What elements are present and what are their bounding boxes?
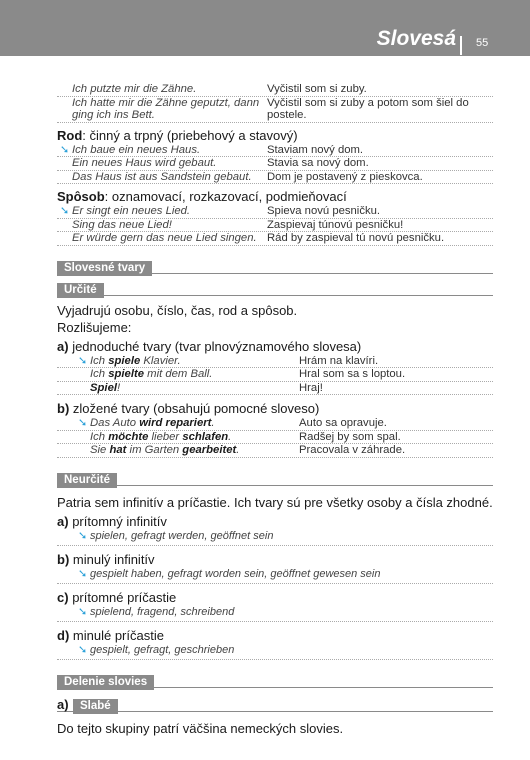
verb-highlight: wird repariert: [139, 417, 212, 429]
example-text: gespielt, gefragt, geschrieben: [90, 643, 235, 656]
example-text: spielend, fragend, schreibend: [90, 605, 235, 618]
german-text: Klavier.: [140, 354, 181, 367]
verb-highlight: spiele: [108, 354, 141, 367]
slovak-translation: Zaspievaj túnovú pesničku!: [267, 218, 404, 231]
example-row: [57, 417, 493, 431]
paragraph: Rozlišujeme:: [57, 319, 132, 335]
example-row: [57, 157, 493, 171]
section-tag: Neurčité: [57, 473, 117, 488]
arrow-down-right-icon: ➘: [78, 643, 88, 656]
slovak-translation: Dom je postavený z pieskovca.: [267, 170, 423, 183]
item-text: zložené tvary (obsahujú pomocné sloveso): [72, 401, 320, 416]
german-text: lieber: [148, 430, 183, 443]
slovak-translation: Rád by zaspieval tú novú pesničku.: [267, 232, 445, 244]
item-text: jednoduché tvary (tvar plnovýznamového slovesa): [72, 338, 362, 354]
item-text: minulé príčastie: [72, 627, 164, 643]
slovak-translation: Staviam nový dom.: [267, 143, 364, 156]
section-tag: Určité: [57, 283, 104, 298]
list-item: [57, 590, 493, 606]
slovak-translation: Vyčistil som si zuby a potom som šiel do postele.: [267, 96, 469, 121]
example-row: [57, 368, 493, 382]
paragraph: Patria sem infinitív a príčastie. Ich tvary sú pre všetky osoby a čísla zhodné.: [57, 494, 493, 510]
german-text: .: [211, 417, 215, 429]
example-line: [57, 606, 493, 622]
example-row: [57, 355, 493, 369]
example-row: [57, 382, 493, 396]
example-row: [57, 431, 493, 445]
example-text: gespielt haben, gefragt worden sein, geöffnet gewesen sein: [90, 567, 381, 580]
arrow-down-right-icon: ➘: [78, 529, 88, 542]
example-line: [57, 644, 493, 660]
section-heading-slovesne-tvary: [57, 258, 493, 274]
section-rod-desc: : činný a trpný (priebehový a stavový): [82, 127, 298, 143]
section-sposob: [57, 189, 493, 205]
item-text: prítomný infinitív: [72, 513, 167, 529]
list-item: [57, 401, 493, 417]
chapter-title: Slovesá: [376, 27, 456, 50]
list-item: [57, 628, 493, 644]
slovak-translation: Hraj!: [299, 381, 323, 394]
section-heading-slabe: [57, 696, 493, 712]
example-row: [57, 97, 493, 123]
example-row: [57, 83, 493, 97]
german-text: Ich: [90, 368, 109, 380]
header-divider: [460, 36, 462, 55]
slovak-translation: Radšej by som spal.: [299, 430, 401, 443]
list-item: [57, 552, 493, 568]
slovak-translation: Spieva novú pesničku.: [267, 205, 381, 217]
arrow-down-right-icon: ➘: [78, 567, 88, 580]
section-heading-delenie: [57, 672, 493, 688]
german-sentence: Das Haus ist aus Sandstein gebaut.: [72, 170, 252, 183]
slovak-translation: Vyčistil som si zuby.: [267, 83, 367, 95]
slovak-translation: Auto sa opravuje.: [299, 417, 387, 429]
paragraph: Do tejto skupiny patrí väčšina nemeckých slovies.: [57, 720, 344, 736]
slovak-translation: Hral som sa s loptou.: [299, 368, 406, 380]
example-text: spielen, gefragt werden, geöffnet sein: [90, 529, 274, 542]
section-tag: Delenie slovies: [57, 675, 154, 690]
section-rod-title: Rod: [57, 127, 83, 143]
slovak-translation: Pracovala v záhrade.: [299, 444, 406, 456]
example-row: [57, 144, 493, 158]
slovak-translation: Stavia sa nový dom.: [267, 157, 369, 169]
arrow-down-right-icon: ➘: [60, 205, 70, 217]
example-line: [57, 530, 493, 546]
verb-highlight: spielte: [108, 368, 145, 380]
list-item: [57, 514, 493, 530]
slovak-translation: Hrám na klavíri.: [299, 354, 379, 367]
verb-highlight: schlafen: [182, 430, 229, 443]
german-text: mit dem Ball.: [144, 368, 213, 380]
item-text: prítomné príčastie: [72, 589, 177, 605]
german-text: Sie: [90, 444, 110, 456]
page-number: 55: [476, 37, 489, 49]
german-text: Ich: [90, 354, 109, 367]
item-label: c): [57, 589, 69, 605]
section-rod: [57, 128, 493, 144]
paragraph: Vyjadrujú osobu, číslo, čas, rod a spôsob.: [57, 302, 298, 318]
example-row: [57, 232, 493, 246]
example-row: [57, 171, 493, 185]
arrow-down-right-icon: ➘: [78, 417, 88, 429]
page-header: [0, 0, 530, 56]
section-heading-urcite: [57, 280, 493, 296]
german-sentence: Sing das neue Lied!: [72, 218, 172, 231]
verb-highlight: möchte: [108, 430, 149, 443]
section-sposob-title: Spôsob: [57, 189, 105, 204]
verb-highlight: Spiel: [90, 381, 117, 394]
example-line: [57, 568, 493, 584]
item-label: a): [57, 513, 69, 529]
german-sentence: Er singt ein neues Lied.: [72, 205, 191, 217]
section-tag: Slabé: [73, 699, 118, 714]
german-text: !: [117, 381, 121, 394]
verb-highlight: hat: [109, 444, 127, 456]
arrow-down-right-icon: ➘: [78, 354, 88, 367]
example-row: [57, 444, 493, 458]
arrow-down-right-icon: ➘: [60, 143, 70, 156]
page-content: [57, 83, 493, 737]
item-label: a): [57, 338, 69, 354]
item-label: a): [57, 696, 69, 712]
example-row: [57, 205, 493, 219]
german-text: .: [228, 430, 232, 443]
section-tag: Slovesné tvary: [57, 261, 152, 276]
german-text: Ich: [90, 430, 109, 443]
verb-highlight: gearbeitet: [182, 444, 237, 456]
section-heading-neurcite: [57, 470, 493, 486]
item-label: b): [57, 551, 70, 567]
german-sentence: Er würde gern das neue Lied singen.: [72, 232, 257, 244]
german-text: Das Auto: [90, 417, 140, 429]
german-sentence: Ein neues Haus wird gebaut.: [72, 157, 217, 169]
german-sentence: Ich hatte mir die Zähne geputzt, dann ging ich ins Bett.: [72, 96, 260, 121]
list-item: [57, 339, 493, 355]
arrow-down-right-icon: ➘: [78, 605, 88, 618]
item-text: minulý infinitív: [72, 551, 155, 567]
german-text: .: [236, 444, 240, 456]
item-label: b): [57, 401, 70, 416]
german-sentence: Ich baue ein neues Haus.: [72, 143, 201, 156]
item-label: d): [57, 627, 70, 643]
example-row: [57, 219, 493, 233]
german-sentence: Ich putzte mir die Zähne.: [72, 83, 197, 95]
section-sposob-desc: : oznamovací, rozkazovací, podmieňovací: [104, 189, 347, 204]
german-text: im Garten: [126, 444, 183, 456]
